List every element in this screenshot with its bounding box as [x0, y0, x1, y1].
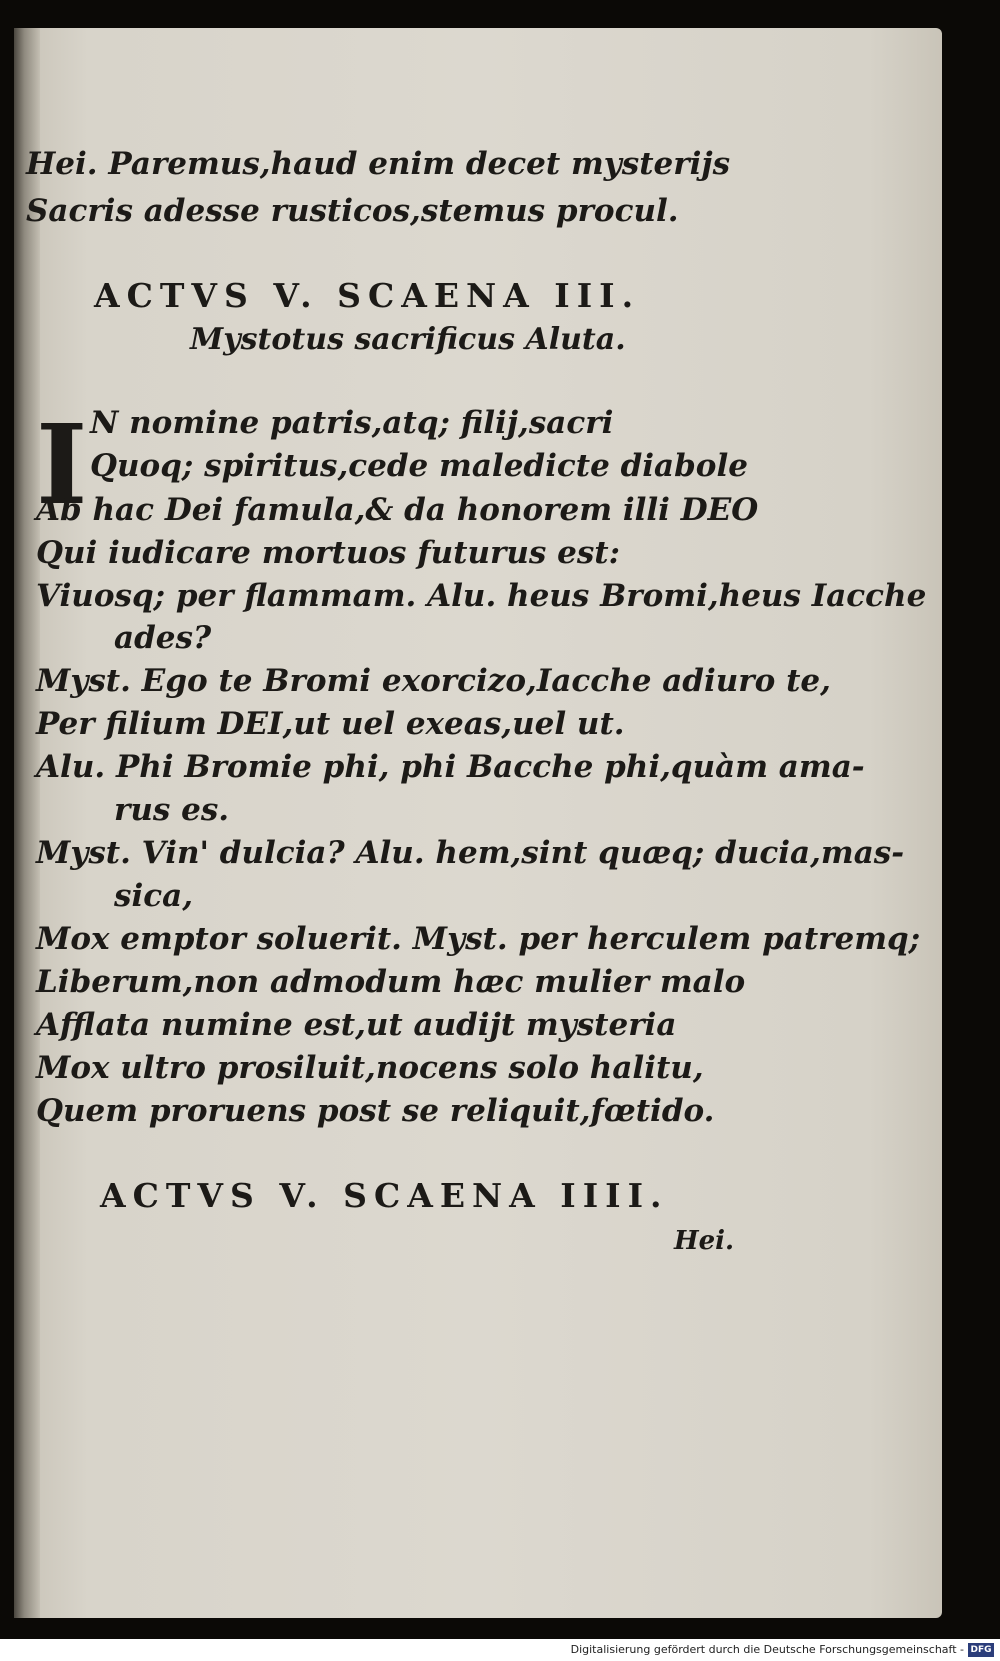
verse-line: Ab hac Dei famula,& da honorem illi DEO	[36, 492, 759, 528]
verse-line: Mox emptor soluerit. Myst. per herculem patremq;	[36, 921, 921, 957]
verse-line: Mox ultro prosiluit,nocens solo halitu,	[36, 1050, 704, 1086]
verse-line: ades?	[114, 620, 212, 656]
scene-heading-4: ACTVS V. SCAENA IIII.	[100, 1176, 669, 1215]
verse-line: Afflata numine est,ut audijt mysteria	[36, 1007, 677, 1043]
footer-credit-text: Digitalisierung gefördert durch die Deutsche Forschungsgemeinschaft -	[570, 1643, 964, 1656]
dfg-logo-icon: DFG	[968, 1643, 994, 1657]
verse-line: Quem proruens post se reliquit,fœtido.	[36, 1093, 715, 1129]
verse-line: sica,	[114, 878, 193, 914]
verse-line: N nomine patris,atq; filij,sacri	[90, 405, 614, 441]
drop-cap-initial: I	[36, 400, 88, 529]
verse-line: rus es.	[114, 792, 230, 828]
verse-line: Quoq; spiritus,cede maledicte diabole	[90, 448, 748, 484]
verse-line: Qui iudicare mortuos futurus est:	[36, 535, 621, 571]
text-line-2: Sacris adesse rusticos,stemus procul.	[26, 193, 679, 229]
catchword: Hei.	[674, 1226, 735, 1256]
verse-line: Alu. Phi Bromie phi, phi Bacche phi,quàm ama-	[36, 749, 865, 785]
scene-characters: Mystotus sacrificus Aluta.	[190, 322, 626, 357]
verse-line: Myst. Vin' dulcia? Alu. hem,sint quæq; ducia,mas-	[36, 835, 905, 871]
digitization-footer	[0, 1639, 1000, 1661]
verse-line: Myst. Ego te Bromi exorcizo,Iacche adiuro te,	[36, 663, 831, 699]
verse-line: Per filium DEI,ut uel exeas,uel ut.	[36, 706, 625, 742]
text-line-1: Hei. Paremus,haud enim decet mysterijs	[26, 146, 731, 182]
page-spine-shadow	[14, 28, 40, 1618]
verse-line: Viuosq; per flammam. Alu. heus Bromi,heus Iacche	[36, 578, 927, 614]
verse-line: Liberum,non admodum hæc mulier malo	[36, 964, 746, 1000]
scene-heading-3: ACTVS V. SCAENA III.	[94, 276, 641, 315]
